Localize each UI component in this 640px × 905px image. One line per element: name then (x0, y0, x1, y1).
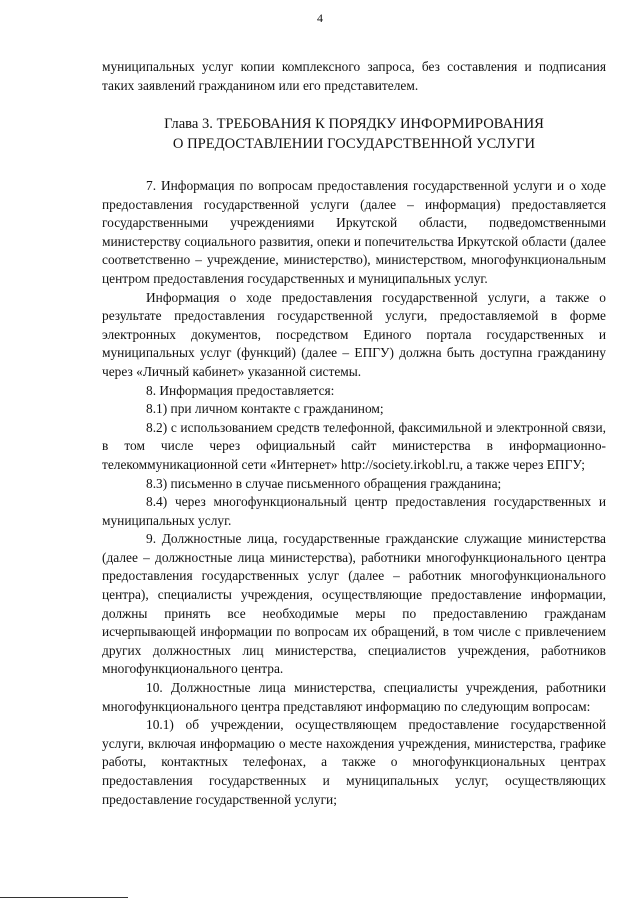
chapter-title-line-2: О ПРЕДОСТАВЛЕНИИ ГОСУДАРСТВЕННОЙ УСЛУГИ (172, 135, 536, 152)
paragraph-8-4: 8.4) через многофункциональный центр предоставления государственных и муниципальных услуг. (102, 494, 606, 528)
page-number: 4 (317, 11, 323, 25)
paragraph-10: 10. Должностные лица министерства, специалисты учреждения, работники многофункционального центра представляют информацию по следующим вопросам: (102, 680, 606, 714)
paragraph-10-1: 10.1) об учреждении, осуществляющем предоставление государственной услуги, включая информацию о месте нахождения учреждения, министерства, графике работы, контактных телефонах, а также о многофункциональных центрах предоставления государственных и муниципальных услуг, осуществляющих предоставление государственной услуги; (102, 717, 606, 807)
paragraph-9: 9. Должностные лица, государственные гражданские служащие министерства (далее – должностные лица министерства), работники многофункционального центра предоставления государственных услуг (далее – работник многофункционального центра), специалисты учреждения, осуществляющие предоставление информации, должны принять все необходимые меры по предоставлению гражданам исчерпывающей информации по вопросам их обращений, в том числе с привлечением других должностных лиц министерства, специалистов учреждения, работников многофункционального центра. (102, 531, 606, 677)
paragraph-8-3: 8.3) письменно в случае письменного обращения гражданина; (146, 475, 502, 491)
paragraph-7: 7. Информация по вопросам предоставления государственной услуги и о ходе предоставления государственной услуги (далее – информация) предоставляется государственными учреждениями Иркутской области, подведомственными министерству социального развития, опеки и попечительства Иркутской области (далее соответственно – учреждение, министерство), министерством, многофункциональным центром предоставления государственных и муниципальных услуг. (102, 178, 606, 286)
lead-in-paragraph: муниципальных услуг копии комплексного запроса, без составления и подписания таких заявлений гражданином или его представителем. (102, 59, 606, 93)
paragraph-7-status-info: Информация о ходе предоставления государственной услуги, а также о результате предоставления государственной услуги, предоставляемой в форме электронных документов, посредством Единого портала государственных и муниципальных услуг (функций) (далее – ЕПГУ) должна быть доступна гражданину через «Личный кабинет» указанной системы. (102, 289, 606, 379)
paragraph-8-2: 8.2) с использованием средств телефонной, факсимильной и электронной связи, в том числе через официальный сайт министерства в информационно-телекоммуникационной сети «Интернет» http://society.irkobl.ru, а также через ЕПГУ; (102, 419, 606, 472)
document-body (102, 58, 606, 809)
chapter-heading (102, 115, 606, 154)
footer-divider (0, 897, 128, 898)
chapter-title-line-1: Глава 3. ТРЕБОВАНИЯ К ПОРЯДКУ ИНФОРМИРОВАНИЯ (164, 116, 544, 133)
paragraph-8-1: 8.1) при личном контакте с гражданином; (146, 401, 384, 417)
paragraph-8: 8. Информация предоставляется: (146, 382, 335, 398)
